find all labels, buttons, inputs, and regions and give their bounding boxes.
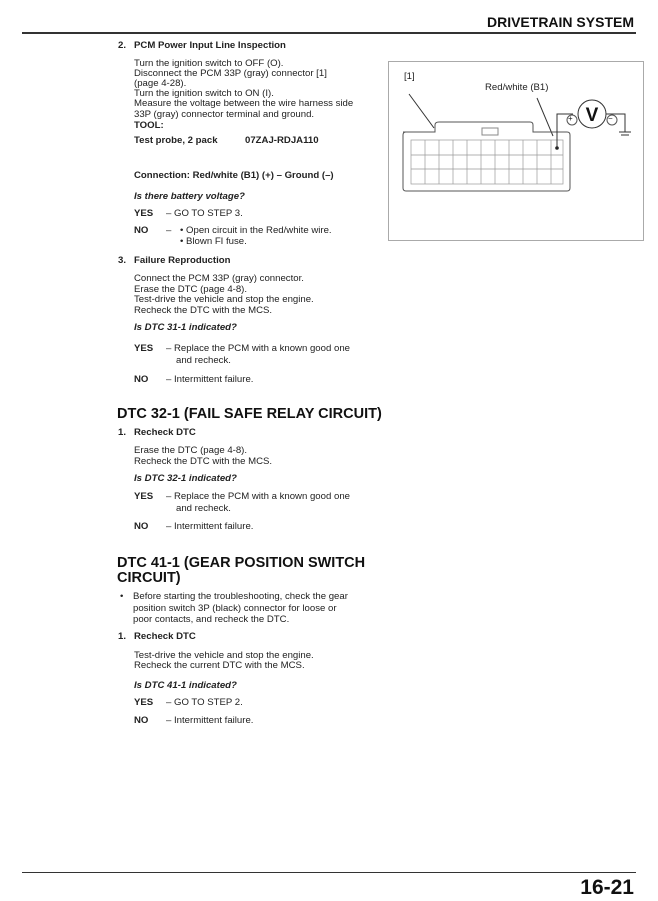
no-label: NO	[134, 225, 149, 236]
yes-label: YES	[134, 343, 154, 354]
body-line: Turn the ignition switch to OFF (O).	[134, 58, 284, 69]
connection: Connection: Red/white (B1) (+) – Ground (–)	[134, 170, 334, 181]
yes-text: and recheck.	[176, 503, 231, 514]
yes-text: – Replace the PCM with a known good one	[166, 491, 350, 502]
tool-label: TOOL:	[134, 120, 164, 131]
step-title: Failure Reproduction	[134, 255, 231, 266]
tool-name: Test probe, 2 pack	[134, 135, 218, 146]
body-line: Measure the voltage between the wire harness side	[134, 98, 354, 109]
question: Is there battery voltage?	[134, 191, 245, 202]
voltmeter-symbol: V	[585, 105, 599, 126]
bullet-line: poor contacts, and recheck the DTC.	[133, 614, 290, 625]
tool-code: 07ZAJ-RDJA110	[245, 135, 319, 146]
no-dash: –	[166, 225, 172, 236]
plus-terminal: +	[568, 114, 573, 123]
body-line: Test-drive the vehicle and stop the engine.	[134, 294, 314, 305]
no-label: NO	[134, 374, 149, 385]
no-item: • Blown FI fuse.	[180, 236, 247, 247]
body-line: Recheck the DTC with the MCS.	[134, 456, 273, 467]
step-number: 2.	[118, 40, 127, 51]
yes-text: – Replace the PCM with a known good one	[166, 343, 350, 354]
body-line: Erase the DTC (page 4-8).	[134, 445, 248, 456]
body-line: Disconnect the PCM 33P (gray) connector [1]	[134, 68, 327, 79]
step-number: 1.	[118, 631, 127, 642]
yes-label: YES	[134, 491, 154, 502]
bullet-line: position switch 3P (black) connector for loose or	[133, 603, 337, 614]
wire-label: Red/white (B1)	[485, 82, 549, 93]
no-text: – Intermittent failure.	[166, 374, 254, 385]
body-line: Recheck the current DTC with the MCS.	[134, 660, 305, 671]
no-label: NO	[134, 521, 149, 532]
header-rule	[22, 32, 636, 34]
step-title: Recheck DTC	[134, 631, 196, 642]
no-text: – Intermittent failure.	[166, 715, 254, 726]
bullet-line: Before starting the troubleshooting, check the gear	[133, 591, 348, 602]
callout-label: [1]	[404, 71, 415, 82]
question: Is DTC 41-1 indicated?	[134, 680, 237, 691]
connector-diagram	[388, 61, 644, 241]
yes-text: and recheck.	[176, 355, 231, 366]
step-title: Recheck DTC	[134, 427, 196, 438]
yes-label: YES	[134, 697, 154, 708]
bullet: •	[120, 591, 124, 602]
yes-label: YES	[134, 208, 154, 219]
body-line: Connect the PCM 33P (gray) connector.	[134, 273, 304, 284]
no-item: • Open circuit in the Red/white wire.	[180, 225, 332, 236]
body-line: Turn the ignition switch to ON (I).	[134, 88, 274, 99]
body-line: 33P (gray) connector terminal and ground.	[134, 109, 315, 120]
section-heading: DTC 41-1 (GEAR POSITION SWITCH	[117, 555, 366, 571]
step-number: 1.	[118, 427, 127, 438]
minus-terminal: −	[608, 114, 613, 123]
connector-drawing	[389, 62, 643, 240]
question: Is DTC 32-1 indicated?	[134, 473, 237, 484]
body-line: (page 4-28).	[134, 78, 187, 89]
no-text: – Intermittent failure.	[166, 521, 254, 532]
yes-text: – GO TO STEP 3.	[166, 208, 243, 219]
step-title: PCM Power Input Line Inspection	[134, 40, 286, 51]
section-title: DRIVETRAIN SYSTEM	[486, 14, 634, 30]
section-heading: DTC 32-1 (FAIL SAFE RELAY CIRCUIT)	[117, 406, 382, 422]
footer-rule	[22, 872, 636, 873]
yes-text: – GO TO STEP 2.	[166, 697, 243, 708]
no-label: NO	[134, 715, 149, 726]
question: Is DTC 31-1 indicated?	[134, 322, 237, 333]
body-line: Test-drive the vehicle and stop the engine.	[134, 650, 314, 661]
page-number: 16-21	[580, 876, 634, 899]
body-line: Erase the DTC (page 4-8).	[134, 284, 248, 295]
body-line: Recheck the DTC with the MCS.	[134, 305, 273, 316]
section-heading: CIRCUIT)	[117, 570, 181, 586]
step-number: 3.	[118, 255, 127, 266]
